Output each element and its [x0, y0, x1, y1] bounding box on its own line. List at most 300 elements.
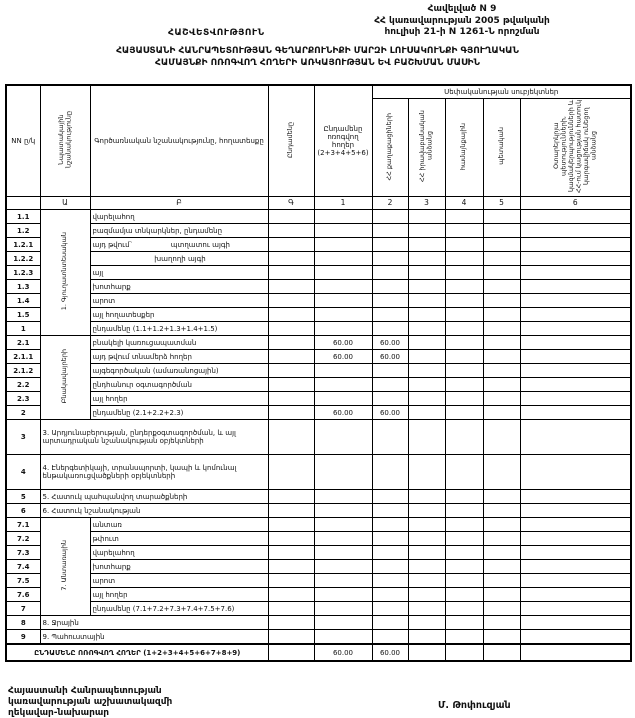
value-cell — [520, 392, 631, 406]
value-cell — [408, 532, 445, 546]
value-cell — [445, 504, 483, 518]
row-label: խոտհարք — [90, 560, 268, 574]
value-cell — [408, 490, 445, 504]
value-cell — [372, 420, 408, 455]
value-cell — [372, 630, 408, 645]
value-cell — [268, 210, 314, 224]
value-cell — [483, 308, 520, 322]
col-header-total — [268, 85, 314, 197]
value-cell — [268, 518, 314, 532]
row-label: այլ հողեր — [90, 392, 268, 406]
table-row — [6, 518, 631, 532]
row-label: 4. Էներգետիկայի, տրանսպորտի, կապի և կոմունալ ենթակառուցվածքների օբյեկտների — [40, 455, 268, 490]
table-row — [6, 252, 631, 266]
value-cell — [445, 560, 483, 574]
value-cell — [520, 420, 631, 455]
row-label: 6. Հատուկ նշանակության — [40, 504, 268, 518]
value-cell — [445, 532, 483, 546]
table-row — [6, 350, 631, 364]
value-cell — [314, 392, 372, 406]
value-cell — [408, 574, 445, 588]
value-cell — [483, 378, 520, 392]
value-cell: 60.00 — [372, 406, 408, 420]
value-cell — [372, 280, 408, 294]
value-cell — [483, 588, 520, 602]
col-header-foreign — [520, 98, 631, 196]
row-label: 8. Ջրային — [40, 616, 268, 630]
value-cell — [372, 364, 408, 378]
row-number: 2.1.2 — [6, 364, 40, 378]
value-cell — [408, 210, 445, 224]
value-cell — [314, 378, 372, 392]
value-cell — [483, 252, 520, 266]
value-cell — [314, 560, 372, 574]
section-cell — [40, 518, 90, 616]
row-number: 2.1.1 — [6, 350, 40, 364]
value-cell — [268, 238, 314, 252]
value-cell — [408, 518, 445, 532]
section-cell — [40, 336, 90, 420]
value-cell — [408, 560, 445, 574]
value-cell — [483, 455, 520, 490]
letter-cell: Գ — [268, 197, 314, 210]
value-cell — [314, 630, 372, 645]
table-row — [6, 210, 631, 224]
value-cell — [483, 336, 520, 350]
value-cell — [314, 455, 372, 490]
section-label: 7. Անտառային — [60, 540, 69, 591]
value-cell — [268, 560, 314, 574]
row-label-main: խաղողի այգի — [154, 254, 206, 263]
value-cell — [268, 574, 314, 588]
col-header-target — [40, 85, 90, 197]
row-number: 7 — [6, 602, 40, 616]
row-number: 7.2 — [6, 532, 40, 546]
row-label: թփուտ — [90, 532, 268, 546]
col-header-ownership-group: Սեփականության սուբյեկտներ — [372, 85, 631, 98]
value-cell — [372, 560, 408, 574]
value-cell — [445, 616, 483, 630]
value-cell — [520, 518, 631, 532]
table-row — [6, 238, 631, 252]
value-cell — [520, 266, 631, 280]
value-cell — [268, 546, 314, 560]
row-label: այլ հողեր — [90, 588, 268, 602]
value-cell — [445, 238, 483, 252]
value-cell — [520, 378, 631, 392]
value-cell — [268, 378, 314, 392]
value-cell — [268, 490, 314, 504]
row-number: 4 — [6, 455, 40, 490]
value-cell — [268, 616, 314, 630]
table-row — [6, 560, 631, 574]
value-cell — [268, 420, 314, 455]
value-cell — [268, 602, 314, 616]
row-number: 1.2.1 — [6, 238, 40, 252]
row-label: այլ հողատեսքեր — [90, 308, 268, 322]
value-cell — [520, 294, 631, 308]
value-cell — [314, 532, 372, 546]
table-row — [6, 266, 631, 280]
value-cell — [445, 455, 483, 490]
table-row — [6, 602, 631, 616]
row-number: 9 — [6, 630, 40, 645]
value-cell — [445, 280, 483, 294]
value-cell — [372, 490, 408, 504]
col-header-functional: Գործառնական նշանակությունը, հողատեսքը — [90, 85, 268, 197]
row-number: 1.2.3 — [6, 266, 40, 280]
value-cell — [314, 266, 372, 280]
section-cell — [40, 210, 90, 336]
letter-cell: 6 — [520, 197, 631, 210]
table-row — [6, 546, 631, 560]
value-cell — [520, 322, 631, 336]
row-number: 1.4 — [6, 294, 40, 308]
value-cell — [314, 546, 372, 560]
table-row — [6, 616, 631, 630]
value-cell — [408, 504, 445, 518]
table-row — [6, 406, 631, 420]
row-label: անտառ — [90, 518, 268, 532]
value-cell — [445, 308, 483, 322]
value-cell — [520, 224, 631, 238]
value-cell — [483, 532, 520, 546]
value-cell — [408, 420, 445, 455]
value-cell — [445, 546, 483, 560]
value-cell — [372, 210, 408, 224]
value-cell — [314, 602, 372, 616]
letter-row — [6, 197, 631, 210]
table-row — [6, 308, 631, 322]
letter-cell: Բ — [90, 197, 268, 210]
col-header-total-label: Ընդամենը — [286, 122, 295, 158]
letter-cell: 2 — [372, 197, 408, 210]
value-cell — [520, 350, 631, 364]
value-cell — [408, 406, 445, 420]
value-cell — [314, 420, 372, 455]
col-header-legal-entities — [408, 98, 445, 196]
row-label — [90, 238, 268, 252]
value-cell — [520, 308, 631, 322]
value-cell — [268, 322, 314, 336]
col-header-state — [483, 98, 520, 196]
table-row — [6, 392, 631, 406]
value-cell — [372, 252, 408, 266]
appendix-line: հուլիսի 21-ի N 1261-Ն որոշման — [384, 27, 540, 38]
value-cell — [445, 252, 483, 266]
value-cell — [520, 532, 631, 546]
value-cell — [445, 518, 483, 532]
value-cell — [483, 322, 520, 336]
row-number: 8 — [6, 616, 40, 630]
value-cell — [408, 616, 445, 630]
value-cell — [268, 455, 314, 490]
value-cell — [314, 490, 372, 504]
value-cell: 60.00 — [314, 406, 372, 420]
value-cell — [408, 630, 445, 645]
letter-cell: 3 — [408, 197, 445, 210]
value-cell — [314, 252, 372, 266]
value-cell — [445, 378, 483, 392]
value-cell — [314, 294, 372, 308]
value-cell — [520, 546, 631, 560]
value-cell — [314, 574, 372, 588]
row-label: 9. Պահուստային — [40, 630, 268, 645]
appendix-block — [297, 4, 627, 39]
value-cell — [520, 210, 631, 224]
value-cell — [483, 224, 520, 238]
grand-total-label: ԸՆԴԱՄԵՆԸ ՈՌՈԳՎՈՂ ՀՈՂԵՐ (1+2+3+4+5+6+7+8+9) — [6, 644, 268, 661]
row-label-prefix: այդ թվում` — [92, 240, 134, 249]
value-cell — [483, 280, 520, 294]
value-cell — [520, 560, 631, 574]
row-label: բազմամյա տնկարկներ, ընդամենը — [90, 224, 268, 238]
col-header-legal-entities-label: ՀՀ իրավաբանական անձանց — [418, 110, 434, 183]
value-cell — [520, 252, 631, 266]
value-cell — [445, 406, 483, 420]
row-label-main: պտղատու այգի — [170, 240, 230, 249]
table-row — [6, 490, 631, 504]
title-line-2: ՀԱՄԱՅՆՔԻ ՈՌՈԳՎՈՂ ՀՈՂԵՐԻ ԱՌԿԱՅՈՒԹՅԱՆ ԵՎ ԲԱՇԽՄԱՆ ՄԱՍԻՆ — [155, 58, 480, 69]
value-cell — [520, 364, 631, 378]
col-header-state-label: պետական — [496, 127, 505, 166]
table-row — [6, 294, 631, 308]
value-cell — [445, 210, 483, 224]
value-cell — [372, 518, 408, 532]
value-cell — [408, 238, 445, 252]
value-cell — [483, 350, 520, 364]
value-cell — [520, 630, 631, 645]
value-cell — [268, 266, 314, 280]
title-line-1: ՀԱՅԱՍՏԱՆԻ ՀԱՆՐԱՊԵՏՈՒԹՅԱՆ ԳԵՂԱՐՔՈՒՆԻՔԻ ՄԱՐԶԻ ԼՈՒՍԱԿՈՒՆՔԻ ԳՅՈՒՂԱԿԱՆ — [116, 46, 519, 56]
value-cell — [314, 322, 372, 336]
row-label: 3. Արդյունաբերության, ընդերքօգտագործման, և այլ արտադրական նշանակության օբյեկտների — [40, 420, 268, 455]
value-cell — [483, 210, 520, 224]
value-cell — [445, 574, 483, 588]
footer-line: Հայաստանի Հանրապետության — [8, 686, 162, 696]
value-cell — [408, 588, 445, 602]
row-label: ընդամենը (7.1+7.2+7.3+7.4+7.5+7.6) — [90, 602, 268, 616]
row-label: արոտ — [90, 574, 268, 588]
value-cell — [483, 616, 520, 630]
value-cell — [445, 266, 483, 280]
row-number: 7.3 — [6, 546, 40, 560]
value-cell — [372, 294, 408, 308]
row-label: 5. Հատուկ պահպանվող տարածքների — [40, 490, 268, 504]
section-label: 1. Գյուղատնտեսական — [60, 232, 69, 311]
row-label: բնակելի կառուցապատման — [90, 336, 268, 350]
col-header-target-label: Նպատակային նշանակությունը — [56, 111, 72, 169]
value-cell — [314, 238, 372, 252]
value-cell — [445, 420, 483, 455]
appendix-line: Հավելված N 9 — [427, 4, 497, 14]
value-cell — [268, 364, 314, 378]
table-row — [6, 630, 631, 645]
row-number: 5 — [6, 490, 40, 504]
letter-cell — [6, 197, 40, 210]
row-label — [90, 252, 268, 266]
value-cell — [314, 518, 372, 532]
row-number: 1.2.2 — [6, 252, 40, 266]
value-cell — [372, 392, 408, 406]
value-cell — [445, 490, 483, 504]
footer-signatory-block — [8, 686, 172, 718]
value-cell — [520, 336, 631, 350]
value-cell — [268, 630, 314, 645]
value-cell — [372, 602, 408, 616]
row-label: ընդհանուր օգտագործման — [90, 378, 268, 392]
value-cell — [314, 210, 372, 224]
col-header-nn: NN ը/կ — [6, 85, 40, 197]
row-label: ընդամենը (2.1+2.2+2.3) — [90, 406, 268, 420]
value-cell — [372, 504, 408, 518]
value-cell: 60.00 — [314, 336, 372, 350]
value-cell — [445, 644, 483, 661]
value-cell — [520, 616, 631, 630]
row-label: այգեգործական (ամառանոցային) — [90, 364, 268, 378]
value-cell — [445, 602, 483, 616]
appendix-line: ՀՀ կառավարության 2005 թվականի — [374, 15, 550, 26]
value-cell — [483, 504, 520, 518]
row-number: 2.2 — [6, 378, 40, 392]
letter-cell: 5 — [483, 197, 520, 210]
row-number: 3 — [6, 420, 40, 455]
row-number: 2.1 — [6, 336, 40, 350]
letter-cell: 1 — [314, 197, 372, 210]
row-number: 7.6 — [6, 588, 40, 602]
value-cell — [520, 490, 631, 504]
value-cell — [372, 266, 408, 280]
value-cell: 60.00 — [372, 350, 408, 364]
value-cell — [445, 322, 483, 336]
table-row — [6, 364, 631, 378]
value-cell — [445, 224, 483, 238]
value-cell — [408, 308, 445, 322]
table-row — [6, 504, 631, 518]
row-number: 7.5 — [6, 574, 40, 588]
row-label: արոտ — [90, 294, 268, 308]
table-row — [6, 588, 631, 602]
value-cell — [483, 644, 520, 661]
value-cell — [372, 546, 408, 560]
value-cell — [268, 336, 314, 350]
value-cell — [268, 504, 314, 518]
row-label: այդ թվում տնամերձ հողեր — [90, 350, 268, 364]
table-row — [6, 336, 631, 350]
value-cell: 60.00 — [372, 336, 408, 350]
value-cell — [483, 490, 520, 504]
value-cell: 60.00 — [314, 350, 372, 364]
value-cell — [483, 266, 520, 280]
col-header-community-label: համայնքային — [459, 122, 468, 170]
value-cell — [372, 322, 408, 336]
table-row — [6, 420, 631, 455]
value-cell — [483, 238, 520, 252]
value-cell — [483, 574, 520, 588]
row-number: 2.3 — [6, 392, 40, 406]
value-cell — [483, 392, 520, 406]
page-title — [0, 45, 635, 69]
value-cell — [268, 406, 314, 420]
value-cell — [483, 630, 520, 645]
value-cell — [445, 364, 483, 378]
report-label: ՀԱՇՎԵՏՎՈՒԹՅՈՒՆ — [168, 28, 265, 38]
footer-line: կառավարության աշխատակազմի — [8, 696, 173, 707]
value-cell — [408, 644, 445, 661]
row-label: վարելահող — [90, 210, 268, 224]
value-cell — [314, 504, 372, 518]
value-cell — [520, 504, 631, 518]
value-cell: 60.00 — [372, 644, 408, 661]
value-cell — [408, 392, 445, 406]
value-cell — [408, 602, 445, 616]
row-label: խոտհարք — [90, 280, 268, 294]
row-number: 2 — [6, 406, 40, 420]
table-body — [6, 210, 631, 662]
value-cell — [268, 392, 314, 406]
value-cell — [483, 602, 520, 616]
value-cell — [520, 588, 631, 602]
letter-cell: Ա — [40, 197, 90, 210]
value-cell — [408, 322, 445, 336]
col-header-foreign-label: Օտարերկրյա պետությունների, կազմակերպությունների և ՀՀ-ում կացության հատուկ կարգավիճակ ունեցող անձանց — [551, 99, 598, 193]
signature-name: Մ. Թոփուզյան — [438, 700, 511, 711]
value-cell — [314, 588, 372, 602]
table-row — [6, 224, 631, 238]
table-row — [6, 322, 631, 336]
row-number: 1.1 — [6, 210, 40, 224]
value-cell — [483, 406, 520, 420]
row-number: 7.4 — [6, 560, 40, 574]
value-cell — [314, 616, 372, 630]
value-cell — [408, 378, 445, 392]
value-cell — [408, 252, 445, 266]
value-cell — [520, 574, 631, 588]
value-cell — [268, 224, 314, 238]
value-cell — [520, 406, 631, 420]
row-label: վարելահող — [90, 546, 268, 560]
row-number: 1.5 — [6, 308, 40, 322]
value-cell — [268, 350, 314, 364]
col-header-citizens-label: ՀՀ քաղաքացիների — [385, 112, 394, 181]
value-cell — [445, 588, 483, 602]
table-row — [6, 574, 631, 588]
value-cell — [314, 280, 372, 294]
value-cell — [372, 455, 408, 490]
value-cell — [408, 280, 445, 294]
value-cell — [372, 238, 408, 252]
value-cell — [483, 420, 520, 455]
value-cell — [372, 308, 408, 322]
table-row — [6, 455, 631, 490]
row-number: 6 — [6, 504, 40, 518]
value-cell — [520, 644, 631, 661]
value-cell — [408, 294, 445, 308]
value-cell — [372, 224, 408, 238]
value-cell — [268, 588, 314, 602]
value-cell — [314, 308, 372, 322]
table-row — [6, 378, 631, 392]
value-cell — [408, 350, 445, 364]
value-cell — [483, 364, 520, 378]
col-header-community — [445, 98, 483, 196]
value-cell — [408, 455, 445, 490]
col-header-citizens — [372, 98, 408, 196]
value-cell — [520, 238, 631, 252]
table-row — [6, 532, 631, 546]
letter-cell: 4 — [445, 197, 483, 210]
value-cell — [372, 532, 408, 546]
